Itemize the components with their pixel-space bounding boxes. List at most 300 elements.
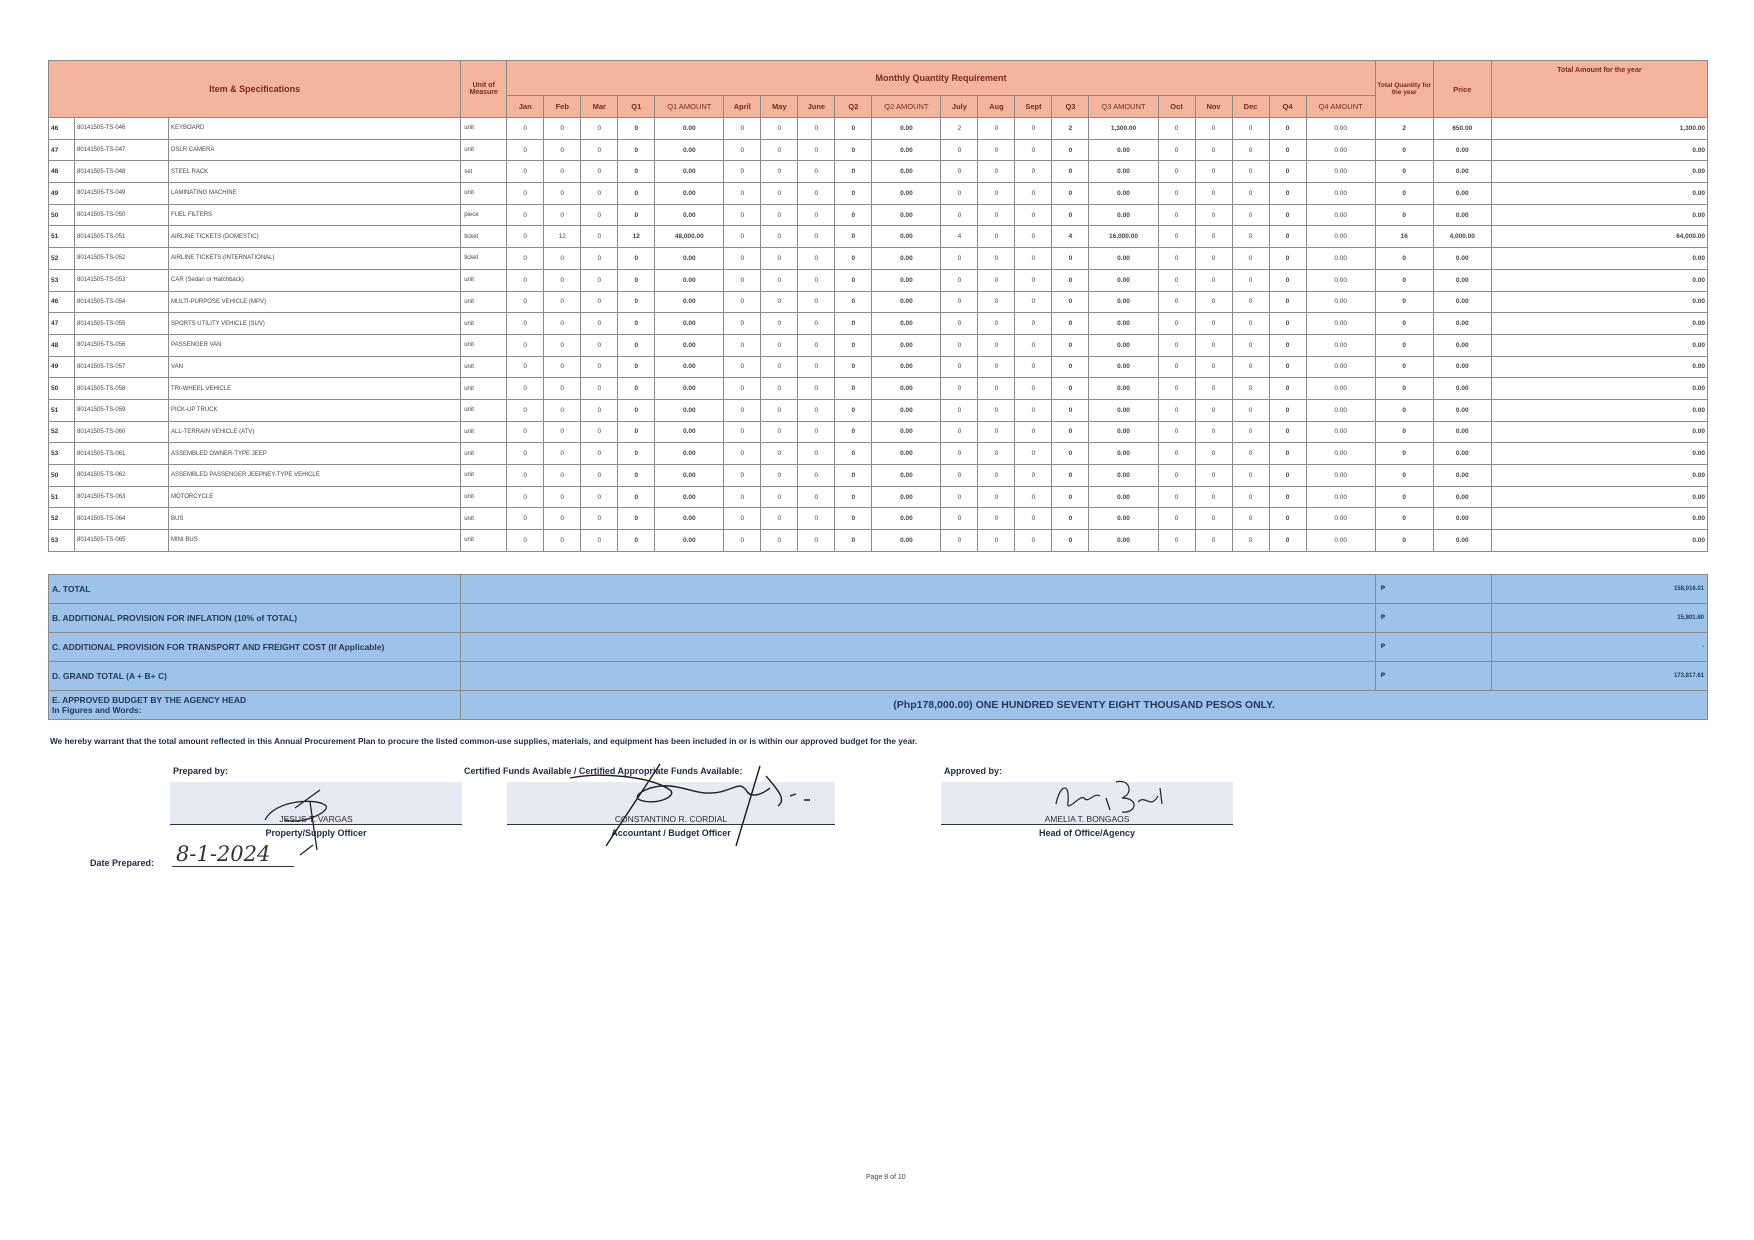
quantity-cell: 0 xyxy=(1015,486,1052,508)
certified-label: Certified Funds Available / Certified Appropriate Funds Available: xyxy=(464,766,743,776)
quantity-cell: 0 xyxy=(978,139,1015,161)
quantity-cell: 0 xyxy=(1195,139,1232,161)
quantity-cell: 0 xyxy=(544,248,581,270)
total-amount: 0.00 xyxy=(1491,269,1707,291)
quantity-cell: 0 xyxy=(835,421,872,443)
quantity-cell: 0 xyxy=(581,313,618,335)
quantity-cell: 0 xyxy=(941,204,978,226)
unit-of-measure: ticket xyxy=(461,248,507,270)
unit-of-measure: unit xyxy=(461,334,507,356)
quantity-cell: 0 xyxy=(1269,204,1306,226)
total-amount: 64,000.00 xyxy=(1491,226,1707,248)
total-quantity: 0 xyxy=(1375,465,1433,487)
quantity-cell: 0 xyxy=(1195,508,1232,530)
quantity-cell: 0 xyxy=(1052,334,1089,356)
quantity-cell: 0 xyxy=(1158,291,1195,313)
quantity-cell: 0 xyxy=(1052,508,1089,530)
quantity-cell: 0 xyxy=(941,530,978,552)
quantity-cell: 0 xyxy=(761,139,798,161)
quantity-cell: 0 xyxy=(544,486,581,508)
quantity-cell: 0 xyxy=(724,161,761,183)
header-unit-of-measure: Unit of Measure xyxy=(461,61,507,118)
quantity-cell: 0.00 xyxy=(655,291,724,313)
item-description: ASSEMBLED PASSENGER JEEPNEY-TYPE VEHICLE xyxy=(169,465,461,487)
quantity-cell: 0.00 xyxy=(1306,334,1375,356)
quantity-cell: 0.00 xyxy=(1306,421,1375,443)
quantity-cell: 0 xyxy=(581,443,618,465)
quantity-cell: 0 xyxy=(507,508,544,530)
row-number: 47 xyxy=(49,313,75,335)
quantity-cell: 0 xyxy=(1195,421,1232,443)
quantity-cell: 0 xyxy=(581,118,618,140)
quantity-cell: 0 xyxy=(1158,161,1195,183)
total-value: 158,016.01 xyxy=(1491,574,1707,603)
quantity-cell: 0 xyxy=(724,508,761,530)
quantity-cell: 0 xyxy=(941,139,978,161)
quantity-cell: 0 xyxy=(1232,356,1269,378)
approved-signature xyxy=(1050,774,1170,824)
prepared-by-label: Prepared by: xyxy=(173,766,229,776)
approved-by-label: Approved by: xyxy=(944,766,1003,776)
quantity-cell: 0.00 xyxy=(1306,313,1375,335)
quantity-cell: 0 xyxy=(544,118,581,140)
quantity-cell: 0 xyxy=(581,183,618,205)
quantity-cell: 0 xyxy=(941,269,978,291)
quantity-cell: 0 xyxy=(978,530,1015,552)
quantity-cell: 0.00 xyxy=(1306,378,1375,400)
unit-price: 0.00 xyxy=(1433,508,1491,530)
quantity-cell: 0 xyxy=(1158,183,1195,205)
quantity-cell: 0 xyxy=(1158,118,1195,140)
quantity-cell: 0 xyxy=(724,443,761,465)
month-header-cell: Jan xyxy=(507,96,544,118)
quantity-cell: 0 xyxy=(1195,530,1232,552)
quantity-cell: 0 xyxy=(798,530,835,552)
quantity-cell: 0 xyxy=(835,161,872,183)
total-amount: 0.00 xyxy=(1491,530,1707,552)
quantity-cell: 0.00 xyxy=(1089,334,1158,356)
quantity-cell: 0 xyxy=(581,139,618,161)
quantity-cell: 0 xyxy=(507,530,544,552)
quantity-cell: 0.00 xyxy=(1089,269,1158,291)
total-amount: 0.00 xyxy=(1491,334,1707,356)
quantity-cell: 0 xyxy=(1052,269,1089,291)
quantity-cell: 0 xyxy=(1052,486,1089,508)
quantity-cell: 0 xyxy=(544,204,581,226)
quantity-cell: 0 xyxy=(618,356,655,378)
quantity-cell: 0 xyxy=(618,161,655,183)
item-code: 80141505-TS-062 xyxy=(75,465,169,487)
quantity-cell: 0 xyxy=(835,313,872,335)
quantity-cell: 0 xyxy=(798,248,835,270)
quantity-cell: 0 xyxy=(1269,248,1306,270)
date-prepared-value: 8-1-2024 xyxy=(172,842,294,867)
quantity-cell: 0.00 xyxy=(1089,421,1158,443)
quantity-cell: 0.00 xyxy=(872,226,941,248)
quantity-cell: 0 xyxy=(1232,378,1269,400)
item-code: 80141505-TS-050 xyxy=(75,204,169,226)
total-quantity: 16 xyxy=(1375,226,1433,248)
quantity-cell: 0 xyxy=(978,334,1015,356)
quantity-cell: 0 xyxy=(544,161,581,183)
quantity-cell: 0 xyxy=(941,421,978,443)
quantity-cell: 0 xyxy=(835,334,872,356)
quantity-cell: 0 xyxy=(1232,139,1269,161)
quantity-cell: 0 xyxy=(724,465,761,487)
quantity-cell: 0 xyxy=(978,508,1015,530)
total-quantity: 0 xyxy=(1375,183,1433,205)
month-header-cell: Q2 AMOUNT xyxy=(872,96,941,118)
quantity-cell: 0 xyxy=(724,334,761,356)
quantity-cell: 0 xyxy=(798,465,835,487)
quantity-cell: 0 xyxy=(1052,530,1089,552)
quantity-cell: 0.00 xyxy=(655,269,724,291)
quantity-cell: 0 xyxy=(1195,248,1232,270)
quantity-cell: 16,000.00 xyxy=(1089,226,1158,248)
quantity-cell: 0 xyxy=(581,530,618,552)
table-row xyxy=(49,248,1708,270)
freight-value: - xyxy=(1491,632,1707,661)
unit-price: 0.00 xyxy=(1433,313,1491,335)
quantity-cell: 0.00 xyxy=(655,139,724,161)
quantity-cell: 0.00 xyxy=(872,356,941,378)
quantity-cell: 2 xyxy=(941,118,978,140)
item-code: 80141505-TS-058 xyxy=(75,378,169,400)
month-header-cell: Q4 AMOUNT xyxy=(1306,96,1375,118)
quantity-cell: 0 xyxy=(1052,183,1089,205)
unit-of-measure: unit xyxy=(461,465,507,487)
quantity-cell: 0 xyxy=(1195,183,1232,205)
quantity-cell: 0.00 xyxy=(1089,465,1158,487)
quantity-cell: 0 xyxy=(1232,269,1269,291)
quantity-cell: 0 xyxy=(618,399,655,421)
row-number: 46 xyxy=(49,291,75,313)
quantity-cell: 0.00 xyxy=(655,161,724,183)
quantity-cell: 0 xyxy=(978,399,1015,421)
quantity-cell: 0 xyxy=(1052,161,1089,183)
quantity-cell: 0.00 xyxy=(872,421,941,443)
quantity-cell: 0 xyxy=(835,204,872,226)
quantity-cell: 0 xyxy=(724,183,761,205)
quantity-cell: 0 xyxy=(978,118,1015,140)
total-quantity: 0 xyxy=(1375,378,1433,400)
table-row xyxy=(49,465,1708,487)
quantity-cell: 0 xyxy=(835,226,872,248)
quantity-cell: 0 xyxy=(1269,118,1306,140)
quantity-cell: 0 xyxy=(835,183,872,205)
quantity-cell: 0 xyxy=(798,139,835,161)
quantity-cell: 0.00 xyxy=(1306,161,1375,183)
total-amount: 0.00 xyxy=(1491,421,1707,443)
quantity-cell: 0 xyxy=(618,269,655,291)
quantity-cell: 0 xyxy=(1195,226,1232,248)
quantity-cell: 12 xyxy=(618,226,655,248)
item-code: 80141505-TS-059 xyxy=(75,399,169,421)
quantity-cell: 0 xyxy=(1052,356,1089,378)
quantity-cell: 0 xyxy=(1158,248,1195,270)
quantity-cell: 0 xyxy=(581,486,618,508)
unit-price: 0.00 xyxy=(1433,269,1491,291)
month-header-cell: Q2 xyxy=(835,96,872,118)
quantity-cell: 0.00 xyxy=(1306,465,1375,487)
quantity-cell: 0.00 xyxy=(655,421,724,443)
table-row xyxy=(49,399,1708,421)
quantity-cell: 0.00 xyxy=(872,399,941,421)
quantity-cell: 0 xyxy=(544,465,581,487)
total-amount: 0.00 xyxy=(1491,443,1707,465)
quantity-cell: 0 xyxy=(1015,356,1052,378)
table-row xyxy=(49,443,1708,465)
quantity-cell: 0.00 xyxy=(872,313,941,335)
quantity-cell: 0.00 xyxy=(1089,378,1158,400)
quantity-cell: 0 xyxy=(544,313,581,335)
quantity-cell: 0 xyxy=(618,334,655,356)
quantity-cell: 0 xyxy=(544,378,581,400)
quantity-cell: 0 xyxy=(1015,248,1052,270)
total-amount: 0.00 xyxy=(1491,356,1707,378)
quantity-cell: 0 xyxy=(507,139,544,161)
quantity-cell: 0 xyxy=(1269,269,1306,291)
quantity-cell: 0 xyxy=(978,269,1015,291)
quantity-cell: 0 xyxy=(978,226,1015,248)
quantity-cell: 0 xyxy=(1232,183,1269,205)
quantity-cell: 0.00 xyxy=(1089,399,1158,421)
total-amount: 0.00 xyxy=(1491,291,1707,313)
item-description: SPORTS UTILITY VEHICLE (SUV) xyxy=(169,313,461,335)
total-quantity: 0 xyxy=(1375,161,1433,183)
month-header-cell: Feb xyxy=(544,96,581,118)
item-code: 80141505-TS-056 xyxy=(75,334,169,356)
quantity-cell: 0 xyxy=(761,465,798,487)
quantity-cell: 0 xyxy=(798,508,835,530)
quantity-cell: 0.00 xyxy=(1089,183,1158,205)
quantity-cell: 0 xyxy=(507,269,544,291)
quantity-cell: 0 xyxy=(507,443,544,465)
quantity-cell: 0 xyxy=(1269,313,1306,335)
quantity-cell: 0 xyxy=(761,291,798,313)
certified-name: CONSTANTINO R. CORDIAL xyxy=(614,814,728,824)
approved-title: Head of Office/Agency xyxy=(1038,828,1136,838)
quantity-cell: 0 xyxy=(1052,399,1089,421)
table-row xyxy=(49,118,1708,140)
quantity-cell: 48,000.00 xyxy=(655,226,724,248)
table-row xyxy=(49,161,1708,183)
quantity-cell: 0 xyxy=(507,465,544,487)
quantity-cell: 0 xyxy=(798,161,835,183)
quantity-cell: 0 xyxy=(1232,226,1269,248)
item-description: AIRLINE TICKETS (DOMESTIC) xyxy=(169,226,461,248)
quantity-cell: 0 xyxy=(761,118,798,140)
quantity-cell: 0 xyxy=(581,334,618,356)
quantity-cell: 0 xyxy=(724,313,761,335)
quantity-cell: 0 xyxy=(1158,486,1195,508)
quantity-cell: 0.00 xyxy=(1306,183,1375,205)
quantity-cell: 0.00 xyxy=(872,139,941,161)
quantity-cell: 0 xyxy=(835,139,872,161)
approved-budget-label-line1: E. APPROVED BUDGET BY THE AGENCY HEAD xyxy=(52,694,247,705)
quantity-cell: 0 xyxy=(941,161,978,183)
quantity-cell: 0 xyxy=(761,399,798,421)
quantity-cell: 0.00 xyxy=(655,378,724,400)
quantity-cell: 0.00 xyxy=(872,118,941,140)
quantity-cell: 0 xyxy=(1052,291,1089,313)
approved-budget-row xyxy=(49,690,1708,719)
quantity-cell: 0 xyxy=(978,465,1015,487)
quantity-cell: 0 xyxy=(761,378,798,400)
quantity-cell: 0.00 xyxy=(655,465,724,487)
quantity-cell: 0.00 xyxy=(872,508,941,530)
total-quantity: 0 xyxy=(1375,399,1433,421)
total-quantity: 2 xyxy=(1375,118,1433,140)
certified-signature xyxy=(560,756,850,852)
row-number: 51 xyxy=(49,486,75,508)
quantity-cell: 0 xyxy=(798,313,835,335)
quantity-cell: 0 xyxy=(978,313,1015,335)
quantity-cell: 0 xyxy=(581,248,618,270)
grand-total-value: 173,817.61 xyxy=(1491,661,1707,690)
freight-label: C. ADDITIONAL PROVISION FOR TRANSPORT AND FREIGHT COST (If Applicable) xyxy=(49,632,461,661)
inflation-row xyxy=(49,603,1708,632)
quantity-cell: 0 xyxy=(978,378,1015,400)
quantity-cell: 0.00 xyxy=(1089,204,1158,226)
quantity-cell: 0 xyxy=(1158,204,1195,226)
total-amount: 0.00 xyxy=(1491,399,1707,421)
quantity-cell: 0 xyxy=(724,291,761,313)
total-amount: 0.00 xyxy=(1491,465,1707,487)
quantity-cell: 4 xyxy=(1052,226,1089,248)
quantity-cell: 0.00 xyxy=(655,118,724,140)
quantity-cell: 0 xyxy=(1269,465,1306,487)
quantity-cell: 0 xyxy=(581,291,618,313)
quantity-cell: 0.00 xyxy=(1089,486,1158,508)
quantity-cell: 0 xyxy=(1015,291,1052,313)
quantity-cell: 0 xyxy=(1015,204,1052,226)
unit-of-measure: unit xyxy=(461,378,507,400)
quantity-cell: 0 xyxy=(941,508,978,530)
quantity-cell: 0 xyxy=(1158,421,1195,443)
quantity-cell: 0 xyxy=(798,486,835,508)
quantity-cell: 0 xyxy=(761,530,798,552)
quantity-cell: 0 xyxy=(1015,399,1052,421)
quantity-cell: 0 xyxy=(507,291,544,313)
unit-of-measure: piece xyxy=(461,204,507,226)
quantity-cell: 0.00 xyxy=(872,204,941,226)
quantity-cell: 0 xyxy=(835,356,872,378)
quantity-cell: 0 xyxy=(941,356,978,378)
quantity-cell: 0 xyxy=(798,443,835,465)
quantity-cell: 12 xyxy=(544,226,581,248)
row-number: 51 xyxy=(49,226,75,248)
item-description: STEEL RACK xyxy=(169,161,461,183)
unit-of-measure: unit xyxy=(461,139,507,161)
unit-price: 0.00 xyxy=(1433,530,1491,552)
table-row xyxy=(49,378,1708,400)
row-number: 48 xyxy=(49,161,75,183)
item-description: ASSEMBLED OWNER-TYPE JEEP xyxy=(169,443,461,465)
quantity-cell: 0 xyxy=(1015,530,1052,552)
page-number: Page 8 of 10 xyxy=(866,1174,906,1181)
quantity-cell: 0 xyxy=(581,421,618,443)
quantity-cell: 0.00 xyxy=(1306,291,1375,313)
total-quantity: 0 xyxy=(1375,508,1433,530)
quantity-cell: 0 xyxy=(507,204,544,226)
month-header-cell: Dec xyxy=(1232,96,1269,118)
quantity-cell: 0.00 xyxy=(655,334,724,356)
table-row xyxy=(49,183,1708,205)
quantity-cell: 0 xyxy=(1052,204,1089,226)
quantity-cell: 0 xyxy=(1158,356,1195,378)
unit-price: 0.00 xyxy=(1433,421,1491,443)
quantity-cell: 0 xyxy=(581,226,618,248)
quantity-cell: 0 xyxy=(581,269,618,291)
item-code: 80141505-TS-048 xyxy=(75,161,169,183)
quantity-cell: 0 xyxy=(941,465,978,487)
quantity-cell: 0 xyxy=(1195,356,1232,378)
item-code: 80141505-TS-057 xyxy=(75,356,169,378)
total-amount: 0.00 xyxy=(1491,508,1707,530)
quantity-cell: 0 xyxy=(1015,161,1052,183)
quantity-cell: 0 xyxy=(761,183,798,205)
quantity-cell: 0 xyxy=(1158,378,1195,400)
quantity-cell: 0.00 xyxy=(655,183,724,205)
table-row xyxy=(49,508,1708,530)
inflation-value: 15,801.60 xyxy=(1491,603,1707,632)
quantity-cell: 0 xyxy=(1195,269,1232,291)
quantity-cell: 0 xyxy=(1195,313,1232,335)
quantity-cell: 0 xyxy=(941,291,978,313)
procurement-table xyxy=(48,60,1708,720)
quantity-cell: 0 xyxy=(1015,378,1052,400)
quantity-cell: 0 xyxy=(618,313,655,335)
approved-budget-words: (Php178,000.00) ONE HUNDRED SEVENTY EIGHT THOUSAND PESOS ONLY. xyxy=(461,690,1708,719)
item-code: 80141505-TS-060 xyxy=(75,421,169,443)
quantity-cell: 0 xyxy=(507,421,544,443)
item-description: PASSENGER VAN xyxy=(169,334,461,356)
item-code: 80141505-TS-047 xyxy=(75,139,169,161)
quantity-cell: 0.00 xyxy=(872,465,941,487)
unit-of-measure: unit xyxy=(461,486,507,508)
quantity-cell: 0 xyxy=(761,486,798,508)
quantity-cell: 0 xyxy=(1158,313,1195,335)
row-number: 53 xyxy=(49,443,75,465)
quantity-cell: 0 xyxy=(761,248,798,270)
item-code: 80141505-TS-046 xyxy=(75,118,169,140)
total-amount: 0.00 xyxy=(1491,161,1707,183)
total-amount: 0.00 xyxy=(1491,248,1707,270)
quantity-cell: 0.00 xyxy=(1089,248,1158,270)
quantity-cell: 0 xyxy=(1158,530,1195,552)
quantity-cell: 0 xyxy=(724,226,761,248)
quantity-cell: 0 xyxy=(1269,399,1306,421)
quantity-cell: 0 xyxy=(798,399,835,421)
quantity-cell: 0.00 xyxy=(1089,291,1158,313)
table-row xyxy=(49,291,1708,313)
row-number: 53 xyxy=(49,269,75,291)
quantity-cell: 4 xyxy=(941,226,978,248)
unit-price: 0.00 xyxy=(1433,378,1491,400)
quantity-cell: 0 xyxy=(507,399,544,421)
quantity-cell: 0 xyxy=(761,334,798,356)
quantity-cell: 0 xyxy=(618,248,655,270)
quantity-cell: 0.00 xyxy=(872,269,941,291)
quantity-cell: 0 xyxy=(941,248,978,270)
inflation-label: B. ADDITIONAL PROVISION FOR INFLATION (10% of TOTAL) xyxy=(49,603,461,632)
quantity-cell: 0 xyxy=(1015,183,1052,205)
quantity-cell: 0 xyxy=(761,313,798,335)
total-amount: 0.00 xyxy=(1491,486,1707,508)
quantity-cell: 0 xyxy=(507,486,544,508)
item-description: ALL-TERRAIN VEHICLE (ATV) xyxy=(169,421,461,443)
